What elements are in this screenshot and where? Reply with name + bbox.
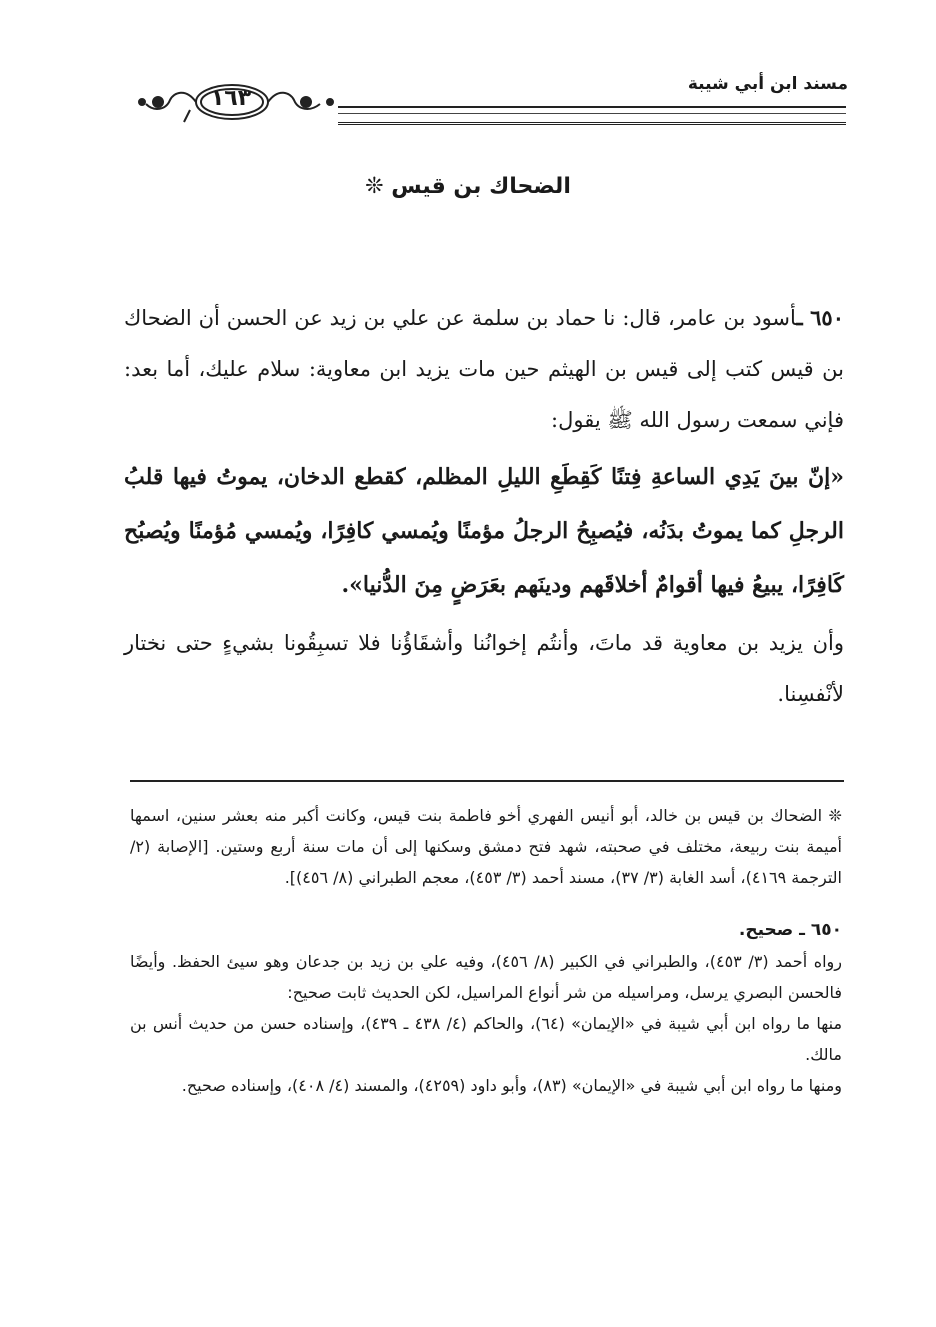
- closing-paragraph: وأن يزيد بن معاوية قد ماتَ، وأنتُم إخوانُنا وأشقَاؤُنا فلا تسبِقُونا بشيءٍ حتى نختار لأنْفسِنا.: [124, 631, 844, 706]
- isnad-text: أسود بن عامر، قال: نا حماد بن سلمة عن علي بن زيد عن الحسن أن الضحاك بن قيس كتب إلى قيس بن الهيثم حين مات يزيد ابن معاوية: سلام عليك، أما بعد: فإني سمعت رسول الله ﷺ يقول:: [124, 306, 844, 432]
- footnote-line: رواه أحمد (٣/ ٤٥٣)، والطبراني في الكبير (٨/ ٤٥٦)، وفيه علي بن زيد بن جدعان وهو سيئ الحفظ. وأيضًا فالحسن البصري يرسل، ومراسيله من شر أنواع المراسيل، لكن الحديث ثابت صحيح:: [130, 952, 843, 1002]
- footnotes: [130, 800, 842, 1101]
- page-number: ١٦٣: [210, 86, 252, 111]
- footnote-rule: [130, 780, 844, 782]
- isnad-paragraph: [124, 292, 844, 446]
- footnote-line: منها ما رواه ابن أبي شيبة في «الإيمان» (٦٤)، والحاكم (٤/ ٤٣٨ ـ ٤٣٩)، وإسناده حسن من حديث أنس بن مالك.: [130, 1014, 843, 1064]
- hadith-number: ٦٥٠ ـ: [796, 305, 844, 330]
- chapter-title: الضحاك بن قيس ❊: [365, 174, 571, 199]
- footnote-line: ومنها ما رواه ابن أبي شيبة في «الإيمان» (٨٣)، وأبو داود (٤٢٥٩)، والمسند (٤/ ٤٠٨)، وإسناده صحيح.: [181, 1076, 842, 1095]
- running-title: مسند ابن أبي شيبة: [687, 74, 848, 94]
- footnote-grade: ٦٥٠ ـ صحيح.: [738, 920, 842, 940]
- footnote-biography: ❊ الضحاك بن قيس بن خالد، أبو أنيس الفهري أخو فاطمة بنت قيس، وكانت أكبر منه بعشر سنين، اسمها أميمة بنت ربيعة، مختلف في صحبته، شهد فتح دمشق وسكنها إلى أن مات سنة أربع وستين. [الإصابة (٢/ الترجمة ٤١٦٩)، أسد الغابة (٣/ ٣٧)، مسند أحمد (٣/ ٤٥٣)، معجم الطبراني (٨/ ٤٥٦)].: [130, 806, 842, 887]
- main-text: [124, 292, 844, 720]
- hadith-matn: «إنّ بينَ يَدِي الساعةِ فِتنًا كَقِطَعِ الليلِ المظلم، كقطع الدخان، يموتُ فيها قلبُ الرجلِ كما يموتُ بدَنُه، فيُصبِحُ الرجلُ مؤمنًا ويُمسي كافِرًا، ويُمسي مُؤمنًا ويُصبُح كَافِرًا، يبيعُ فيها أقوامٌ أخلاقَهم ودينَهم بعَرَضٍ مِنَ الدُّنيا».: [124, 464, 844, 598]
- header-rule: [338, 106, 846, 125]
